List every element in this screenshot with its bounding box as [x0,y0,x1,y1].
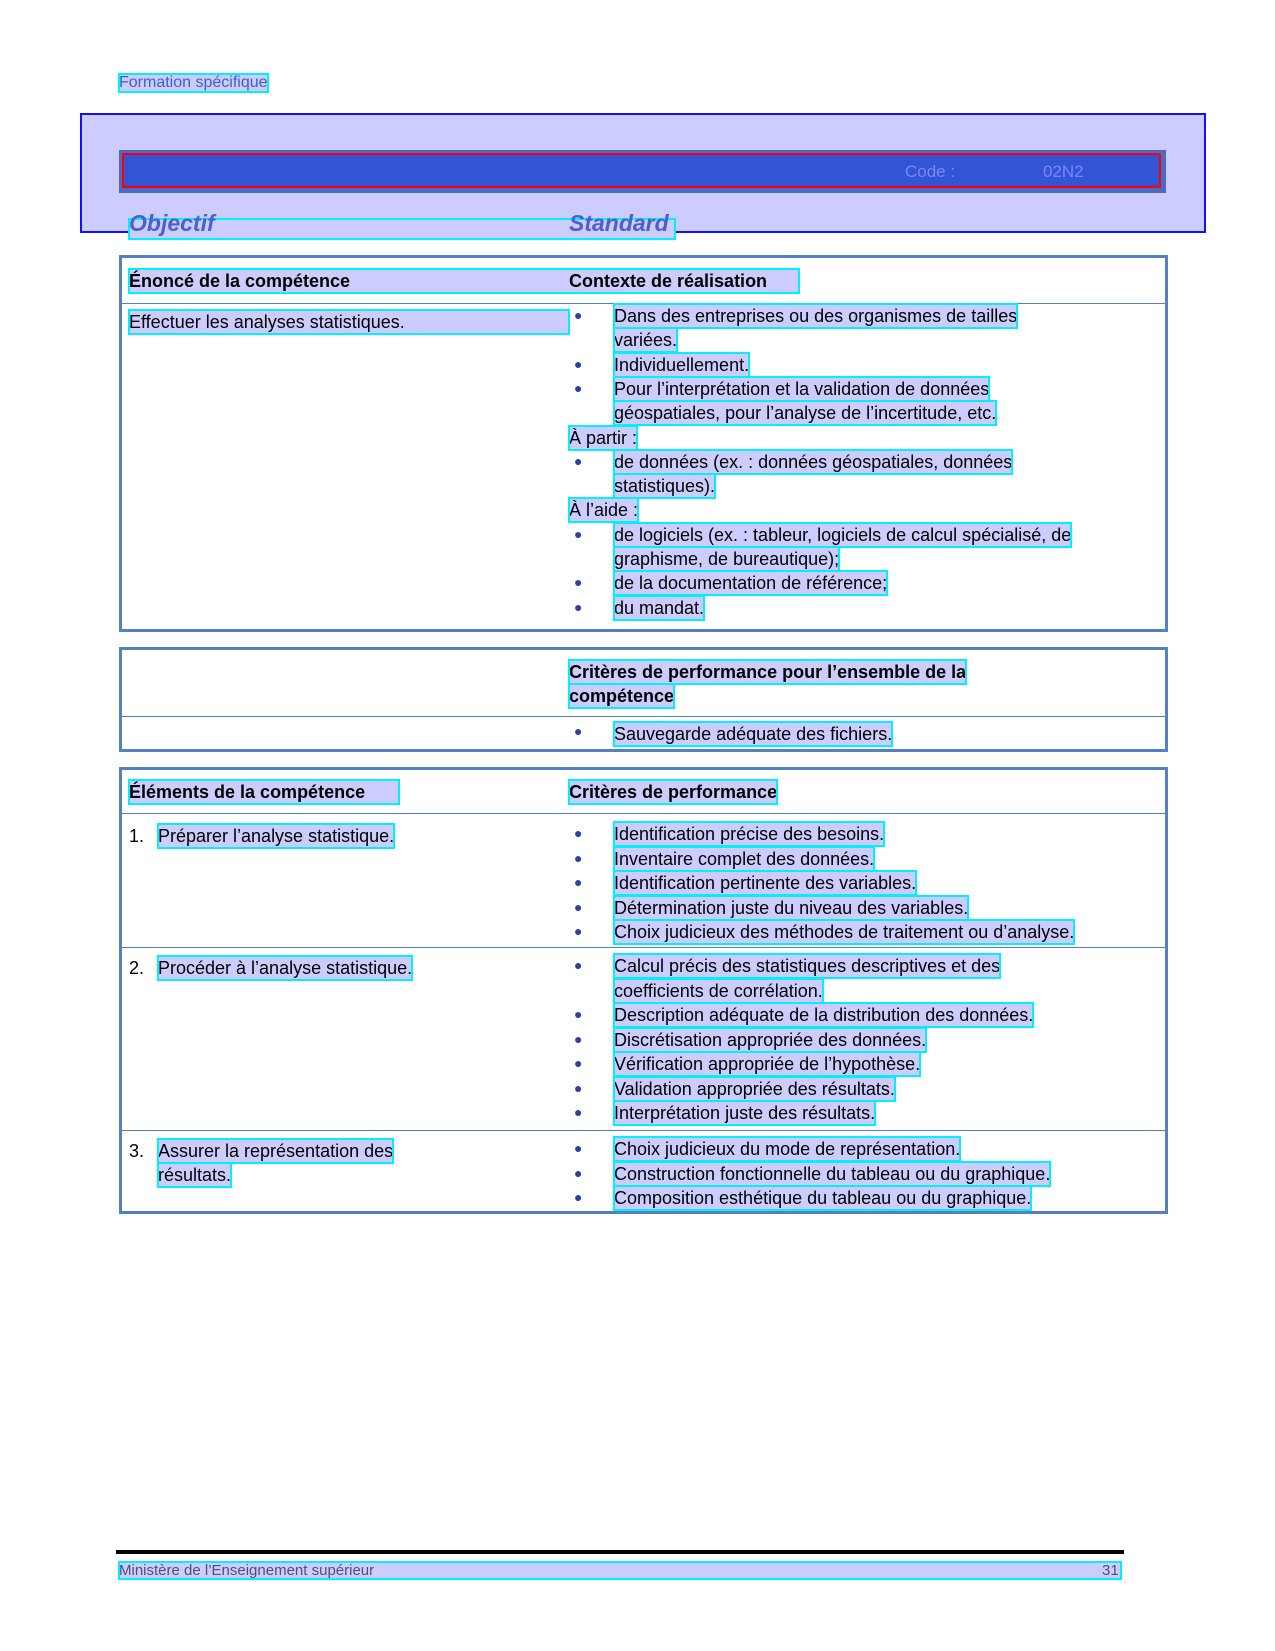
context-line: graphisme, de bureautique); [614,549,840,569]
performance-criterion: Détermination juste du niveau des variables. [614,897,969,918]
row-divider [122,947,1165,948]
bullet-icon: ● [574,574,583,591]
context-line: Dans des entreprises ou des organismes de tailles [614,306,1018,326]
col-header-statement: Énoncé de la compétence [129,269,799,293]
performance-criterion: Identification précise des besoins. [614,824,885,844]
bullet-icon: ● [574,1006,583,1022]
code-value: 02N2 [1043,162,1084,181]
bullet-icon: ● [574,1079,583,1096]
performance-criterion: Inventaire complet des données. [614,848,875,869]
elements-criteria-table [119,767,1168,1214]
page-number: 31 [1102,1562,1119,1579]
bullet-icon: ● [574,1055,583,1071]
overall-criteria-table [119,647,1168,752]
footer-rule [116,1550,1124,1554]
bullet-icon: ● [574,1030,583,1047]
performance-criterion: Interprétation juste des résultats. [614,1103,876,1123]
context-line: Individuellement. [614,354,750,375]
performance-criterion: Description adéquate de la distribution des données. [614,1005,1034,1025]
performance-criterion: Identification pertinente des variables. [614,873,917,893]
element-text: Préparer l’analyse statistique. [158,826,395,846]
performance-criterion: Construction fonctionnelle du tableau ou du graphique. [614,1163,1051,1184]
element-text: résultats. [158,1165,232,1185]
performance-criterion: Discrétisation appropriée des données. [614,1029,927,1050]
footer-publisher: Ministère de l’Enseignement supérieur [119,1562,1121,1579]
performance-criterion: Validation appropriée des résultats. [614,1078,895,1099]
context-line: À l’aide : [569,500,639,521]
overall-criterion: Sauvegarde adéquate des fichiers. [614,724,893,744]
bullet-icon: ● [574,307,583,323]
context-line: du mandat. [614,597,705,618]
context-line: variées. [614,330,678,351]
row-divider [122,1130,1165,1131]
bullet-icon: ● [574,849,583,866]
performance-criterion: Composition esthétique du tableau ou du graphique. [614,1188,1032,1208]
col-header-criteria: Critères de performance [569,782,778,802]
context-line: de logiciels (ex. : tableur, logiciels de calcul spécialisé, de [614,524,1072,545]
competence-statement-table [119,255,1168,632]
bullet-icon: ● [574,452,583,469]
col-header-elements: Éléments de la compétence [129,780,399,804]
performance-criterion: Choix judicieux du mode de représentation. [614,1139,961,1159]
overall-criteria-header-2: compétence [569,686,675,706]
context-line: de la documentation de référence; [614,573,888,594]
bullet-icon: ● [574,355,583,372]
code-label: Code : [905,162,956,181]
header-divider [122,813,1165,814]
element-number: 1. [129,826,145,846]
overall-criteria-header-1: Critères de performance pour l’ensemble de la [569,662,967,682]
bullet-icon: ● [574,825,583,841]
bullet-icon: ● [574,874,583,890]
competence-statement: Effectuer les analyses statistiques. [129,310,569,334]
bullet-icon: ● [574,525,583,542]
context-line: statistiques). [614,476,716,497]
bullet-icon: ● [574,1164,583,1181]
col-header-context: Contexte de réalisation [569,271,768,291]
context-line: Pour l’interprétation et la validation de données [614,378,990,399]
element-text: Assurer la représentation des [158,1141,394,1161]
context-line: géospatiales, pour l’analyse de l’incertitude, etc. [614,403,997,424]
bullet-icon: ● [574,379,583,396]
bullet-icon: ● [574,898,583,915]
bullet-icon: ● [574,1104,583,1120]
code-bar-inner [122,153,1161,188]
running-header: Formation spécifique [119,74,268,91]
element-number: 2. [129,958,145,978]
bullet-icon: ● [574,923,583,939]
context-line: À partir : [569,427,638,448]
element-text: Procéder à l’analyse statistique. [158,958,413,978]
bullet-icon: ● [574,1140,583,1156]
performance-criterion: Choix judicieux des méthodes de traitement ou d’analyse. [614,922,1075,942]
performance-criterion: coefficients de corrélation. [614,980,823,1001]
performance-criterion: Vérification appropriée de l’hypothèse. [614,1054,921,1074]
bullet-icon: ● [574,1189,583,1205]
performance-criterion: Calcul précis des statistiques descriptives et des [614,956,1001,976]
header-divider [122,716,1165,717]
bullet-icon: ● [574,723,583,739]
bullet-icon: ● [574,957,583,973]
context-line: de données (ex. : données géospatiales, données [614,451,1013,472]
standard-heading: Standard [569,210,669,236]
bullet-icon: ● [574,598,583,615]
objective-heading: Objectif [129,210,215,236]
element-number: 3. [129,1141,145,1161]
